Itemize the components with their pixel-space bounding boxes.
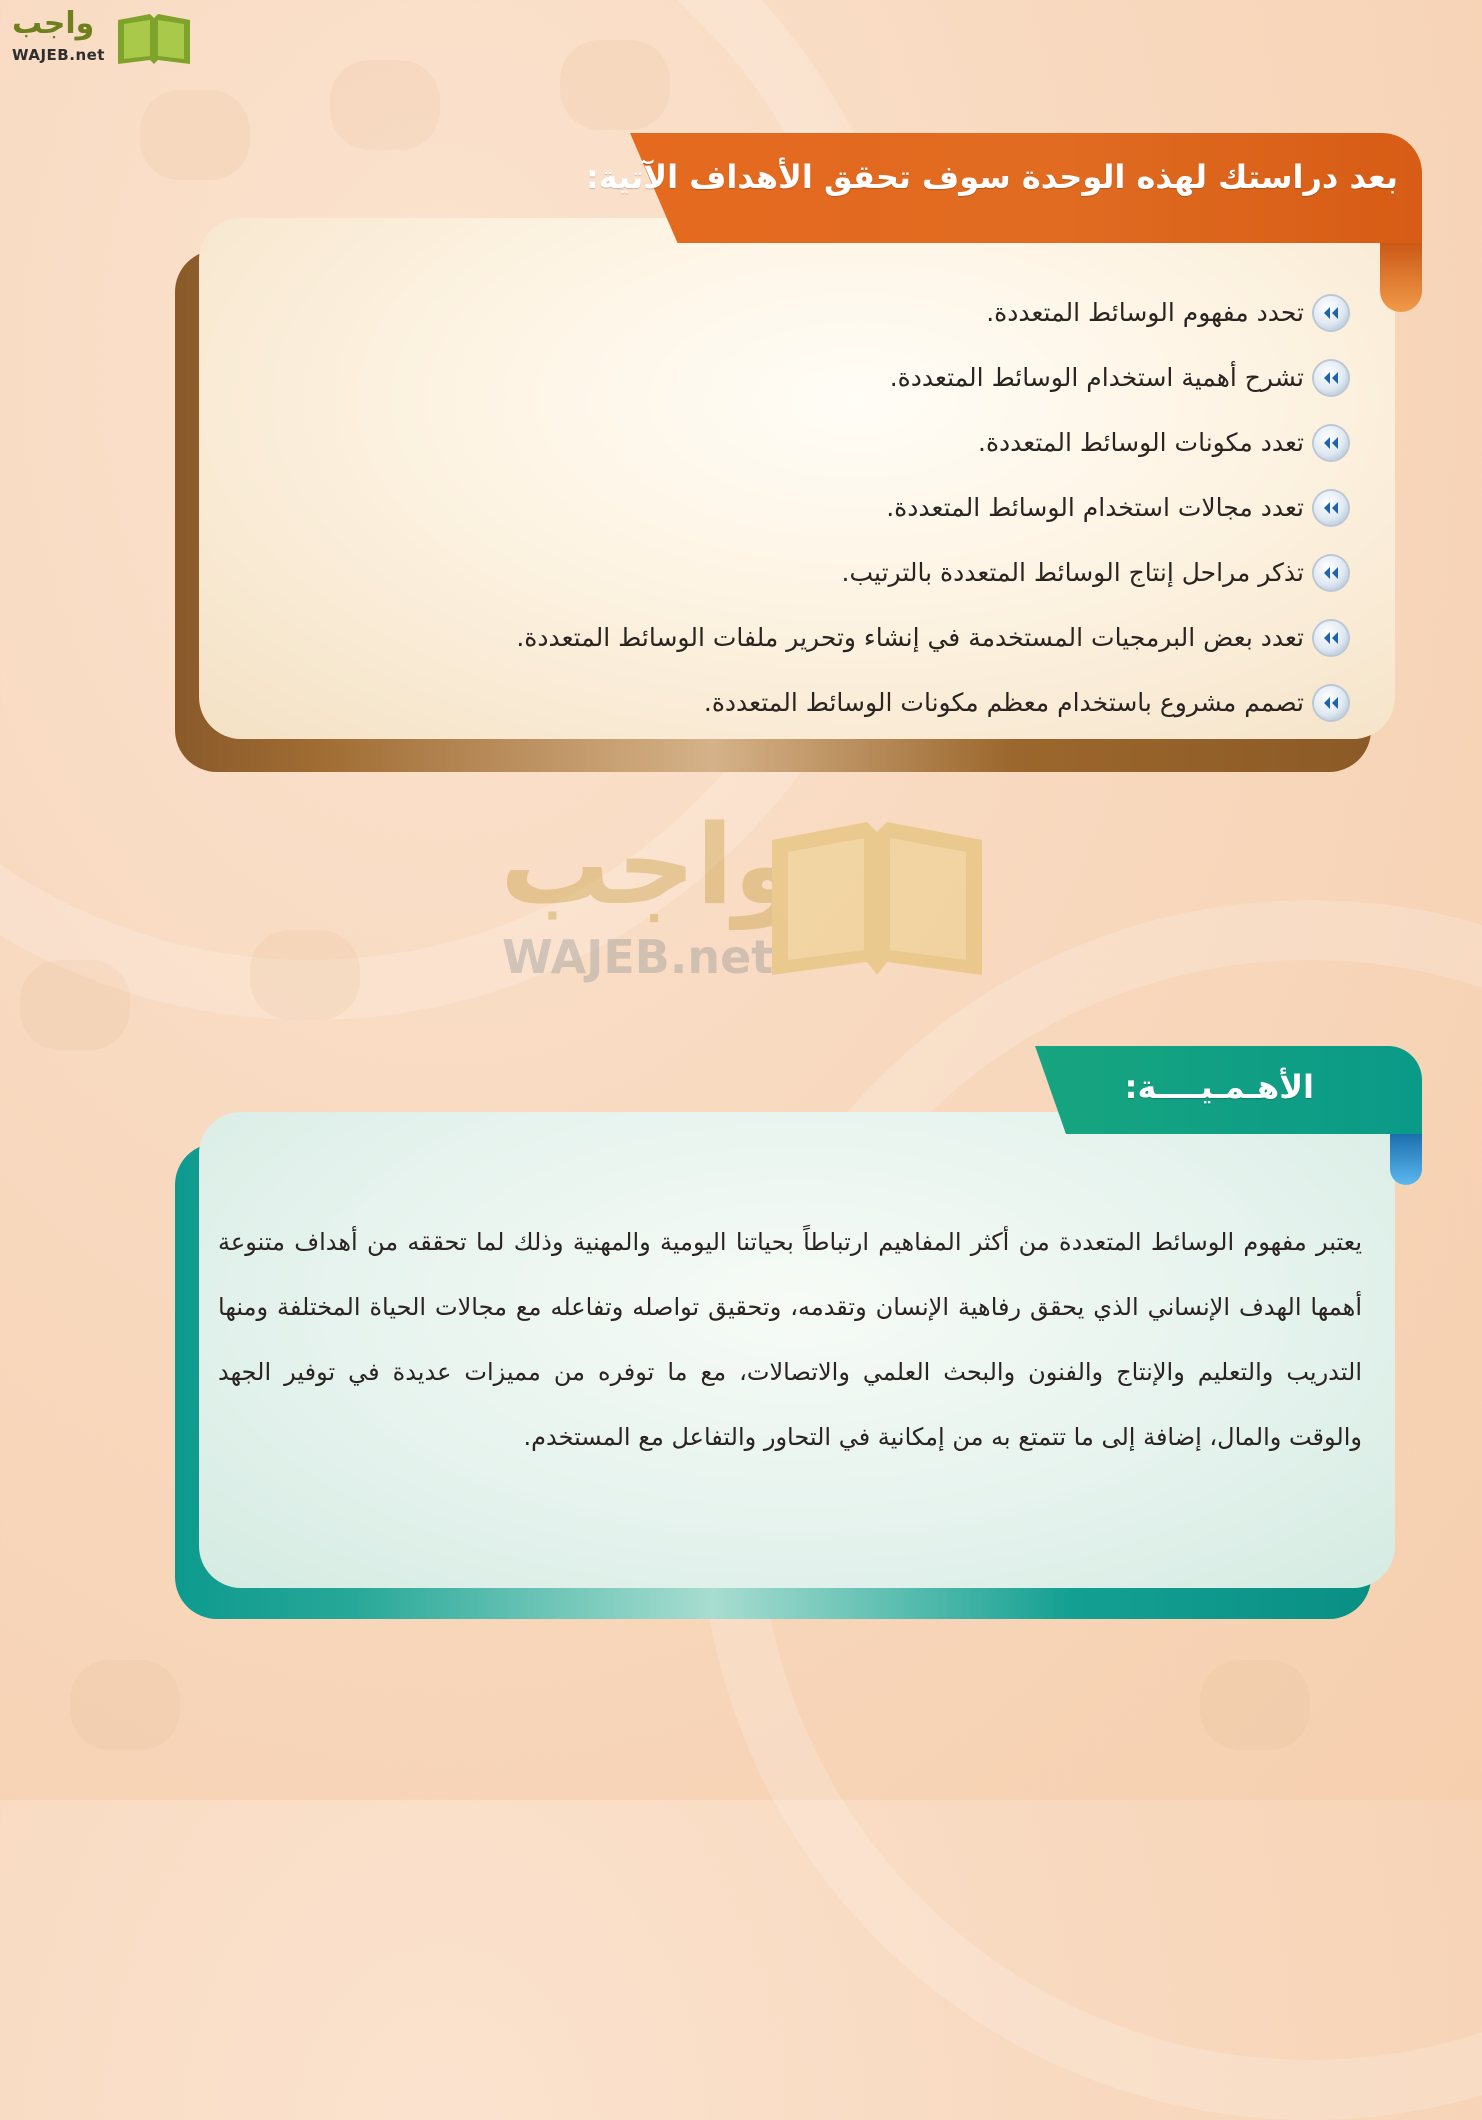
objective-text: تشرح أهمية استخدام الوسائط المتعددة. xyxy=(889,363,1304,392)
objectives-title: بعد دراستك لهذه الوحدة سوف تحقق الأهداف الآتية: xyxy=(585,158,1398,196)
objective-text: تعدد مجالات استخدام الوسائط المتعددة. xyxy=(886,493,1304,522)
double-chevron-left-icon xyxy=(1314,296,1348,330)
objective-item xyxy=(516,540,1348,605)
objective-text: تذكر مراحل إنتاج الوسائط المتعددة بالترتيب. xyxy=(841,558,1304,587)
objectives-banner-fold xyxy=(1380,232,1422,312)
logo-wordmark: واجب xyxy=(12,6,95,41)
objective-text: تحدد مفهوم الوسائط المتعددة. xyxy=(986,298,1304,327)
background-tile xyxy=(560,40,670,130)
objective-item xyxy=(516,410,1348,475)
objectives-list xyxy=(516,280,1348,735)
watermark xyxy=(490,801,1010,990)
double-chevron-left-icon xyxy=(1314,426,1348,460)
background-tile xyxy=(140,90,250,180)
book-icon xyxy=(114,8,194,68)
background-tile xyxy=(20,960,130,1050)
background-tile xyxy=(1200,1660,1310,1750)
logo-domain: WAJEB.net xyxy=(12,46,105,64)
double-chevron-left-icon xyxy=(1314,491,1348,525)
importance-paragraph: يعتبر مفهوم الوسائط المتعددة من أكثر المفاهيم ارتباطاً بحياتنا اليومية والمهنية وذلك لما تحققه من أهداف متنوعة أهمها الهدف الإنساني الذي يحقق رفاهية الإنسان وتقدمه، وتحقيق تواصله وتفاعله مع مجالات الحياة المختلفة ومنها التدريب والتعليم والإنتاج والفنون والبحث العلمي والاتصالات، مع ما توفره من مميزات عديدة في توفير الجهد والوقت والمال، إضافة إلى ما تتمتع به من إمكانية في التحاور والتفاعل مع المستخدم. xyxy=(218,1228,1362,1451)
watermark-wordmark: واجب xyxy=(500,801,802,929)
double-chevron-left-icon xyxy=(1314,361,1348,395)
objective-item xyxy=(516,670,1348,735)
objective-text: تعدد مكونات الوسائط المتعددة. xyxy=(978,428,1304,457)
objective-item xyxy=(516,280,1348,345)
book-icon xyxy=(762,810,992,985)
objective-item xyxy=(516,605,1348,670)
double-chevron-left-icon xyxy=(1314,621,1348,655)
background-tile xyxy=(70,1660,180,1750)
objective-text: تعدد بعض البرمجيات المستخدمة في إنشاء وتحرير ملفات الوسائط المتعددة. xyxy=(516,623,1304,652)
background-tile xyxy=(250,930,360,1020)
watermark-domain: WAJEB.net xyxy=(502,930,774,984)
double-chevron-left-icon xyxy=(1314,556,1348,590)
objective-text: تصمم مشروع باستخدام معظم مكونات الوسائط المتعددة. xyxy=(703,688,1304,717)
background-tile xyxy=(330,60,440,150)
objective-item xyxy=(516,475,1348,540)
site-logo[interactable] xyxy=(10,6,190,66)
double-chevron-left-icon xyxy=(1314,686,1348,720)
objective-item xyxy=(516,345,1348,410)
importance-title: الأهـمـيــــة: xyxy=(1124,1068,1314,1106)
